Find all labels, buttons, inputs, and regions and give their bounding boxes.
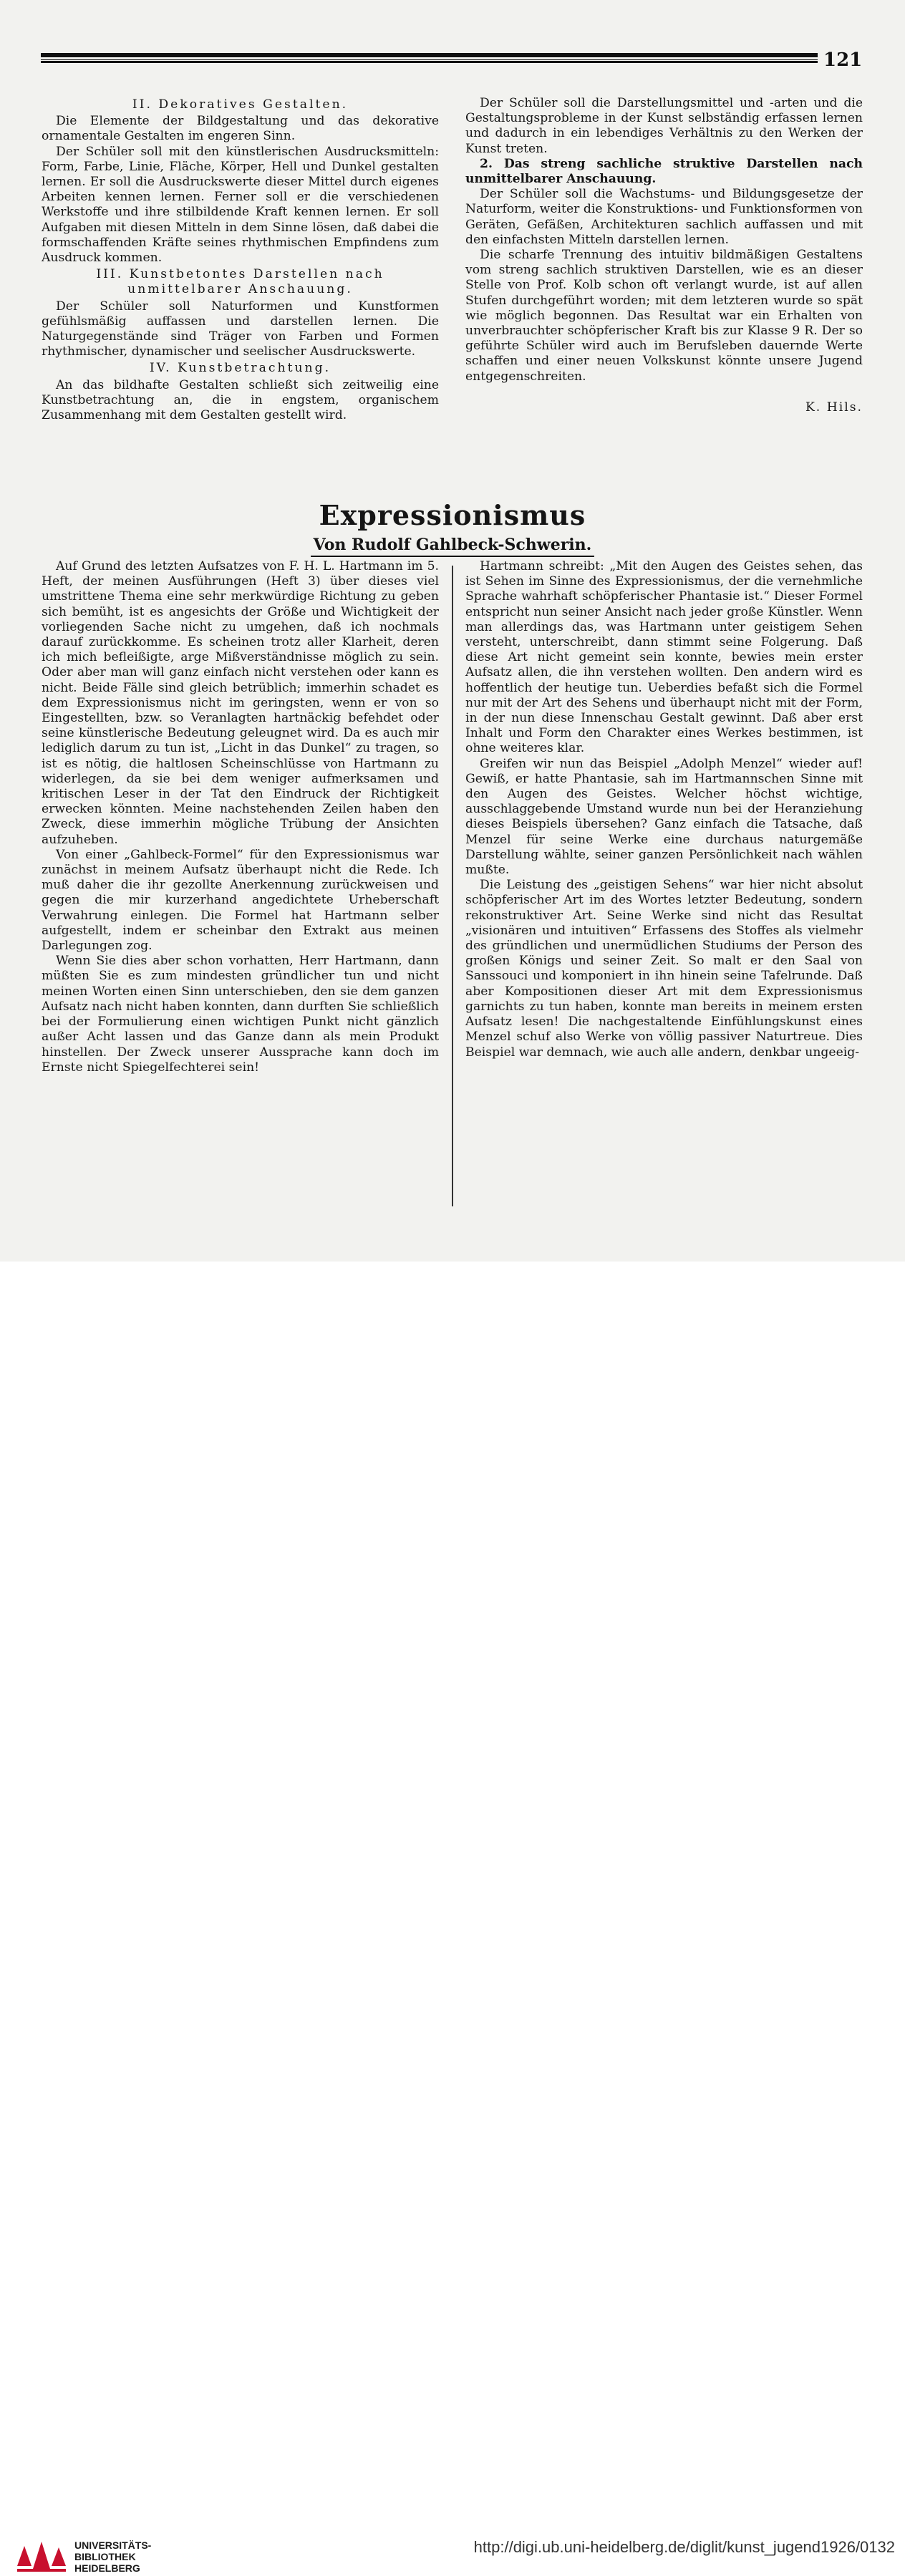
scanned-page [0,0,905,1262]
paragraph: Der Schüler soll Naturformen und Kunstformen gefühlsmäßig auffassen und darstellen lernen. Die Naturgegenstände sind Träger von Farben und Formen rhythmischer, dynamischer und seelischer Ausdruckswerte. [42,299,439,359]
paragraph: Die Leistung des „geistigen Sehens“ war hier nicht absolut schöpferischer Art im des Wortes letzter Bedeutung, sondern rekonstruktiver Art. Seine Werke sind nicht das Resultat „visionären und intuitiven“ Erfassens des Stoffes als vielmehr des gründlichen und unermüdlichen Studiums der Person des großen Königs und seiner Zeit. So malt er den Saal von Sanssouci und komponiert in ihn hinein seine Tafelrunde. Daß aber Kompositionen dieser Art mit dem Expressionismus garnichts zu tun haben, konnte man bereits in meinem ersten Aufsatz lesen! Die nachgestaltende Einfühlungskunst eines Menzel schuf also Werke von völlig passiver Naturtreue. Dies Beispiel war demnach, wie auch alle andern, denkbar ungeeig- [465,878,863,1060]
paragraph: Hartmann schreibt: „Mit den Augen des Geistes sehen, das ist Sehen im Sinne des Expressionismus, der die vernehmliche Sprache wahrhaft schöpferischer Phantasie ist.“ Dieser Formel entspricht nun seiner Ansicht nach jeder große Künstler. Wenn man allerdings das, was Hartmann unter geistigem Sehen versteht, unterschreibt, dann stimmt seine Folgerung. Daß diese Art nicht gemeint sein konnte, bewies mein erster Aufsatz allen, die ihn verstehen wollten. Den andern wird es hoffentlich der heutige tun. Ueberdies befaßt sich die Formel nur mit der Art des Sehens und überhaupt nicht mit der Form, in der nun diese Innenschau Gestalt gewinnt. Daß aber erst Inhalt und Form den Charakter eines Werkes bestimmen, ist ohne weiteres klar. [465,559,863,756]
library-line-1: UNIVERSITÄTS- [74,2539,152,2551]
header-rule [41,53,818,63]
paragraph: Die scharfe Trennung des intuitiv bildmäßigen Gestaltens vom streng sachlich struktiven Darstellen, wie es an dieser Stelle von Prof. Kolb schon oft verlangt wurde, ist auf allen Stufen durchgeführt worden; mit dem letzteren wurde so spät wie möglich begonnen. Das Resultat war ein Erhalten von unverbrauchter schöpferischer Kraft bis zur Klasse 9 R. Der so geführte Schüler wird auch im Berufsleben dauernde Werte schaffen und einer neuen Volkskunst könnte unsere Jugend entgegenschreiten. [465,248,863,384]
paragraph: Greifen wir nun das Beispiel „Adolph Menzel“ wieder auf! Gewiß, er hatte Phantasie, sah im Hartmannschen Sinne mit den Augen des Geistes. Welcher höchst wichtige, ausschlaggebende Umstand wurde nun bei der Heranziehung dieses Beispiels übersehen? Ganz einfach die Tatsache, daß Menzel für seine Werke eine durchaus naturgemäße Darstellung wählte, seiner ganzen Persönlichkeit nach wählen mußte. [465,756,863,878]
column-divider [452,566,453,1206]
page-number: 121 [823,49,863,71]
bold-subheading: 2. Das streng sachliche struktive Darstellen nach unmittelbarer Anschauung. [465,156,863,187]
library-line-2: BIBLIOTHEK [74,2551,136,2562]
signature: K. Hils. [805,400,863,415]
paragraph: Die Elemente der Bildgestaltung und das dekorative ornamentale Gestalten im engeren Sinn. [42,114,439,144]
paragraph: Der Schüler soll mit den künstlerischen Ausdrucksmitteln: Form, Farbe, Linie, Fläche, Körper, Hell und Dunkel gestalten lernen. Er soll die Ausdruckswerte dieser Mittel durch eigenes Arbeiten kennen lernen. Ferner soll er die verschiedenen Werkstoffe und ihre stilbildende Kraft kennen lernen. Er soll Aufgaben mit diesen Mitteln in dem Sinne lösen, daß dabei die formschaffenden Kräfte seines rhythmischen Empfindens zum Ausdruck kommen. [42,144,439,266]
article-right-column [465,559,863,1060]
paragraph: An das bildhafte Gestalten schließt sich zeitweilig eine Kunstbetrachtung an, die in engstem, organischem Zusammenhang mit dem Gestalten gestellt wird. [42,377,439,423]
paragraph: Auf Grund des letzten Aufsatzes von F. H. L. Hartmann im 5. Heft, der meinen Ausführungen (Heft 3) über dieses viel umstrittene Thema eine sehr merkwürdige Richtung zu geben sich bemüht, ist es angesichts der Größe und Wichtigkeit der vorliegenden Sache nicht zu umgehen, daß ich nochmals darauf zurückkomme. Es scheinen trotz aller Klarheit, deren ich mich befleißigte, arge Mißverständnisse möglich zu sein. Oder aber man will ganz einfach nicht verstehen oder kann es nicht. Beide Fälle sind gleich betrüblich; immerhin schadet es dem Expressionismus nicht im geringsten, wenn er von so Eingestellten, bzw. so Veranlagten hartnäckig befehdet oder seine künstlerische Bedeutung geleugnet wird. Da es auch mir lediglich darum zu tun ist, „Licht in das Dunkel“ zu tragen, so ist es nötig, die haltlosen Scheinschlüsse von Hartmann zu widerlegen, da sie bei dem weniger aufmerksamen und kritischen Leser in der Tat den Eindruck der Richtigkeit erwecken könnten. Meine nachstehenden Zeilen haben den Zweck, diese immerhin mögliche Trübung der Ansichten aufzuheben. [42,559,439,847]
source-url-link[interactable]: http://digi.ub.uni-heidelberg.de/diglit/kunst_jugend1926/0132 [473,2538,895,2556]
article-title: Expressionismus [319,499,586,531]
library-name [74,2539,151,2574]
paragraph: Der Schüler soll die Darstellungsmittel und -arten und die Gestaltungsprobleme in der Kunst selbständig erfassen lernen und dadurch in ein lebendiges Verhältnis zu den Werken der Kunst treten. [465,96,863,156]
paragraph: Von einer „Gahlbeck-Formel“ für den Expressionismus war zunächst in meinem Aufsatz überhaupt nicht die Rede. Ich muß daher die ihr gezollte Anerkennung zurückweisen und gegen die mir kurzerhand angedichtete Urheberschaft Verwahrung einlegen. Die Formel hat Hartmann selber aufgestellt, indem er scheinbar den Extrakt aus meinen Darlegungen zog. [42,847,439,954]
article-left-column [42,559,439,1075]
section-heading: IV. Kunstbetrachtung. [149,361,331,376]
university-library-logo [14,2534,70,2576]
right-column-top [465,96,863,415]
author-byline: Von Rudolf Gahlbeck-Schwerin. [311,536,595,557]
article-author [0,536,905,554]
paragraph: Der Schüler soll die Wachstums- und Bildungsgesetze der Naturform, weiter die Konstruktions- und Funktionsformen von Geräten, Gefäßen, Architekturen sachlich auffassen und mit den einfachsten Mitteln darstellen lernen. [465,187,863,247]
footer-bar [0,1262,905,2574]
left-column-top [42,96,439,423]
section-heading: II. Dekoratives Gestalten. [132,97,349,112]
library-line-3: HEIDELBERG [74,2562,140,2574]
paragraph: Wenn Sie dies aber schon vorhatten, Herr Hartmann, dann müßten Sie es zum mindesten gründlicher tun und nicht meinen Worten einen Sinn unterschieben, den sie dem ganzen Aufsatz nach nicht haben konnten, dann durften Sie schließlich bei der Formulierung einen wichtigen Punkt nicht gänzlich außer Acht lassen und das Ganze dann als mein Produkt hinstellen. Der Zweck unserer Aussprache kann doch im Ernste nicht Spiegelfechterei sein! [42,954,439,1075]
section-heading: III. Kunstbetontes Darstellen nach unmittelbarer Anschauung. [96,267,384,297]
